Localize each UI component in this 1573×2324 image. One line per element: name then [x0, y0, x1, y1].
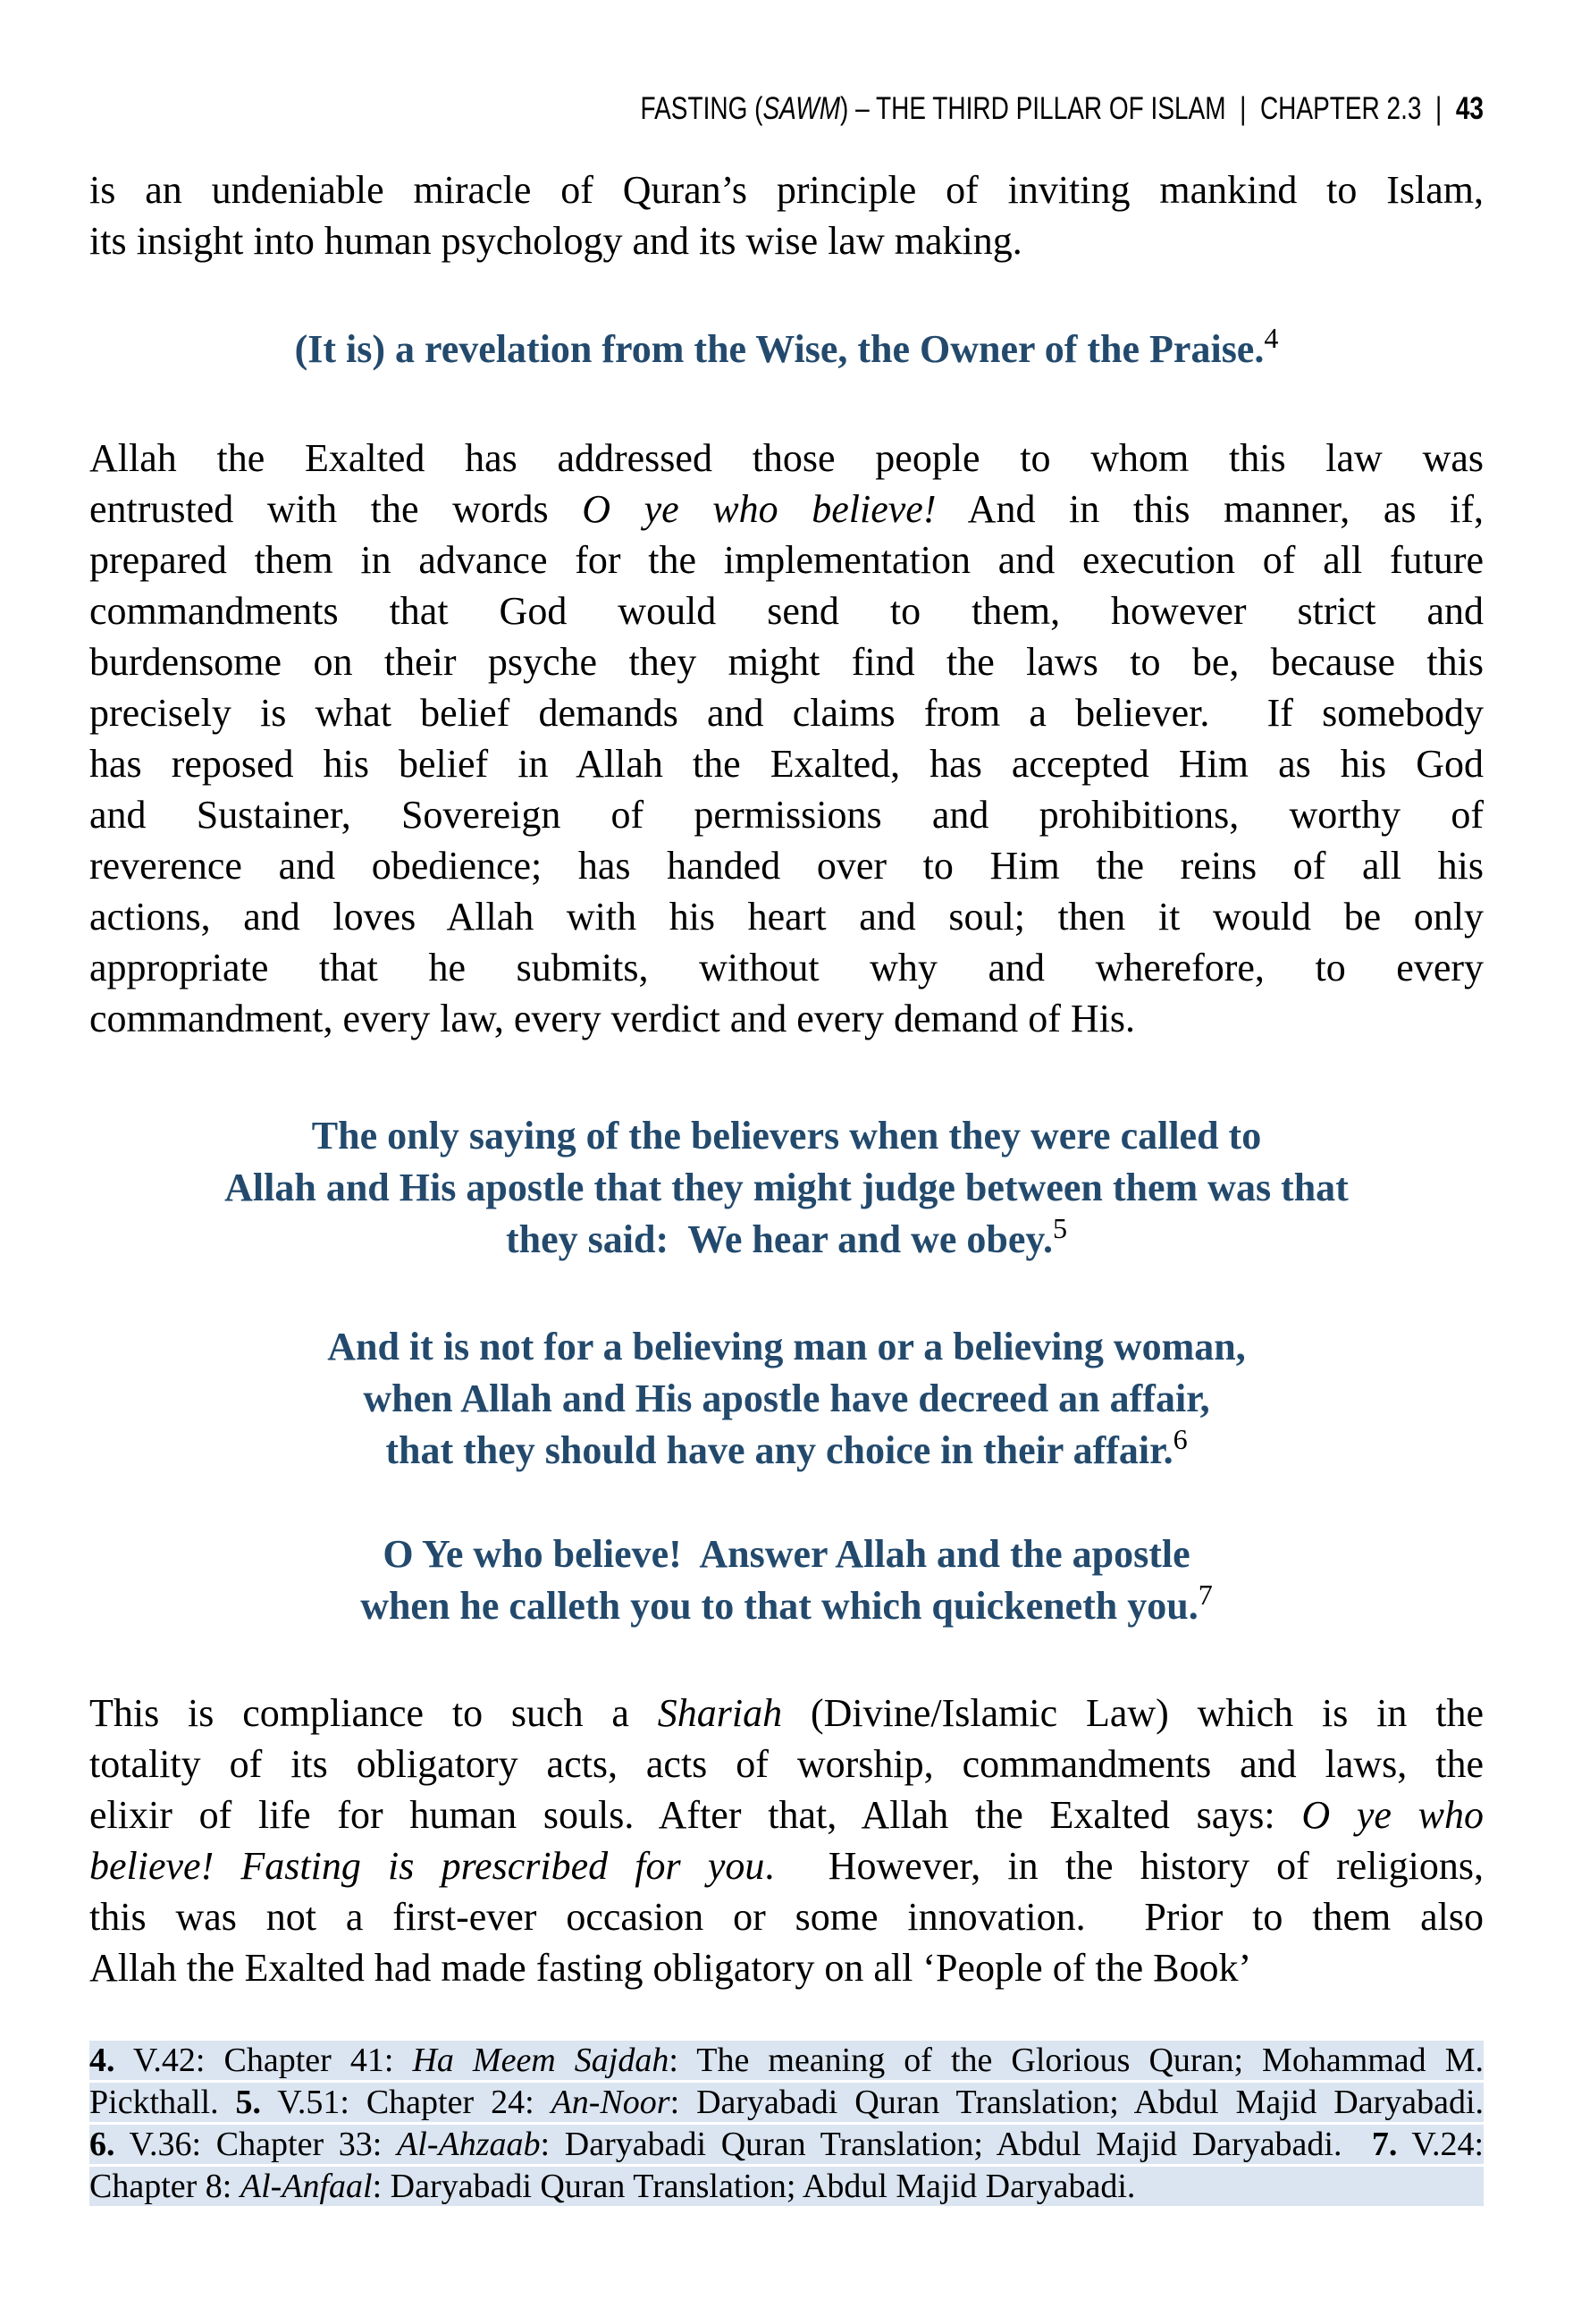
text-line [89, 891, 1484, 942]
text-segment: has reposed his belief in Allah the Exalted, has accepted Him as his God [89, 742, 1484, 786]
text-line [89, 1373, 1484, 1425]
text-segment: An-Noor [551, 2084, 670, 2121]
text-segment: . However, in the history of religions, [764, 1844, 1484, 1888]
text-line [89, 1162, 1484, 1214]
text-segment: actions, and loves Allah with his heart and soul; then it would be only [89, 895, 1484, 939]
footnotes-block [89, 2041, 1484, 2206]
text-segment: ) – THE THIRD PILLAR OF ISLAM [840, 91, 1226, 126]
text-segment: SAWM [762, 91, 841, 126]
text-line [89, 2083, 1484, 2122]
text-line [89, 687, 1484, 738]
quran-quote-5 [89, 1110, 1484, 1266]
text-segment: Al-Ahzaab [397, 2126, 541, 2163]
text-segment: totality of its obligatory acts, acts of worship, commandments and laws, the [89, 1742, 1484, 1786]
text-segment: this was not a first-ever occasion or some innovation. Prior to them also [89, 1895, 1484, 1939]
text-line [89, 1528, 1484, 1580]
text-segment: 4. [89, 2042, 115, 2079]
text-segment: they said: We hear and we obey. [505, 1217, 1053, 1261]
text-line [89, 1840, 1484, 1891]
body-paragraph-1 [89, 164, 1484, 266]
text-line [89, 636, 1484, 687]
text-line [89, 1688, 1484, 1739]
quran-quote-4 [89, 321, 1484, 375]
text-segment: Allah the Exalted has addressed those people to whom this law was [89, 436, 1484, 480]
text-line [89, 433, 1484, 484]
text-segment: : Daryabadi Quran Translation; Abdul Majid Daryabadi. [669, 2084, 1485, 2121]
text-line [89, 1891, 1484, 1942]
text-line [89, 321, 1484, 375]
text-line [89, 1211, 1484, 1266]
text-segment: O Ye who believe! Answer Allah and the apostle [383, 1532, 1190, 1576]
running-header [89, 91, 1484, 127]
text-segment: V.36: Chapter 33: [114, 2126, 398, 2163]
text-segment: This is compliance to such a [89, 1691, 658, 1735]
text-segment: The only saying of the believers when they were called to [311, 1114, 1262, 1158]
text-line [89, 535, 1484, 585]
text-segment: 7. [1371, 2126, 1398, 2163]
text-segment: precisely is what belief demands and claims from a believer. If somebody [89, 691, 1484, 735]
text-segment: 5. [235, 2084, 262, 2121]
text-line [89, 2167, 1484, 2206]
text-line [89, 1110, 1484, 1162]
text-segment: and Sustainer, Sovereign of permissions and prohibitions, worthy of [89, 793, 1484, 837]
text-segment: And it is not for a believing man or a believing woman, [327, 1325, 1246, 1368]
text-segment: is an undeniable miracle of Quran’s principle of inviting mankind to Islam, [89, 168, 1484, 212]
text-segment: that they should have any choice in their affair. [385, 1428, 1173, 1472]
quran-quote-6 [89, 1321, 1484, 1477]
text-line [89, 585, 1484, 636]
text-segment: prepared them in advance for the implementation and execution of all future [89, 538, 1484, 582]
text-segment: 7 [1198, 1578, 1213, 1611]
text-line [89, 1580, 1484, 1632]
text-segment: elixir of life for human souls. After that, Allah the Exalted says: [89, 1793, 1302, 1837]
text-segment: Ha Meem Sajdah [412, 2042, 669, 2079]
text-segment: FASTING ( [640, 91, 763, 126]
text-segment: 6. [89, 2126, 115, 2163]
text-line [89, 993, 1484, 1044]
text-segment: : Daryabadi Quran Translation; Abdul Majid Daryabadi. [540, 2126, 1372, 2163]
text-segment: V.51: Chapter 24: [261, 2084, 551, 2121]
text-segment: V.24: [1397, 2126, 1485, 2163]
text-segment: commandments that God would send to them, however strict and [89, 589, 1484, 633]
text-segment: 43 [1455, 91, 1484, 126]
text-segment: when he calleth you to that which quickeneth you. [360, 1584, 1199, 1628]
text-segment: (It is) a revelation from the Wise, the Owner of the Praise. [294, 327, 1265, 371]
text-segment: believe! Fasting is prescribed for you [89, 1844, 765, 1888]
text-segment: its insight into human psychology and its wise law making. [89, 219, 1022, 263]
text-line [89, 1789, 1484, 1840]
body-paragraph-3 [89, 1688, 1484, 1993]
text-segment: Al-Anfaal [240, 2168, 373, 2205]
text-segment: : The meaning of the Glorious Quran; Mohammad M. [669, 2042, 1485, 2079]
text-segment: Chapter 8: [89, 2168, 240, 2205]
text-segment: entrusted with the words [89, 487, 583, 531]
text-segment: Allah the Exalted had made fasting obligatory on all ‘People of the Book’ [89, 1946, 1252, 1990]
body-paragraph-2 [89, 433, 1484, 1044]
text-line [368, 91, 1484, 127]
text-line [89, 215, 1484, 266]
text-segment: V.42: Chapter 41: [114, 2042, 413, 2079]
text-line [89, 1739, 1484, 1789]
text-line [89, 738, 1484, 789]
text-segment: when Allah and His apostle have decreed an affair, [363, 1377, 1210, 1420]
text-segment: commandment, every law, every verdict and every demand of His. [89, 997, 1136, 1040]
quran-quote-7 [89, 1528, 1484, 1632]
text-line [89, 2125, 1484, 2164]
text-segment: appropriate that he submits, without why and wherefore, to every [89, 946, 1484, 989]
text-segment: Shariah [657, 1691, 783, 1735]
text-segment: O ye who [1301, 1793, 1484, 1837]
text-line [89, 1422, 1484, 1477]
text-segment: 6 [1173, 1422, 1188, 1455]
text-segment: O ye who believe! [582, 487, 937, 531]
text-segment: Allah and His apostle that they might judge between them was that [224, 1166, 1349, 1209]
text-line [89, 484, 1484, 535]
text-segment: : Daryabadi Quran Translation; Abdul Majid Daryabadi. [372, 2168, 1136, 2205]
text-line [89, 840, 1484, 891]
text-line [89, 1942, 1484, 1993]
text-segment: 5 [1052, 1211, 1068, 1244]
text-segment: And in this manner, as if, [936, 487, 1484, 531]
text-line [89, 789, 1484, 840]
text-line [89, 942, 1484, 993]
text-segment: burdensome on their psyche they might find the laws to be, because this [89, 640, 1484, 684]
text-line [89, 1321, 1484, 1373]
text-segment: (Divine/Islamic Law) which is in the [782, 1691, 1484, 1735]
text-line [89, 2041, 1484, 2080]
text-segment: Pickthall. [89, 2084, 236, 2121]
text-segment: reverence and obedience; has handed over to Him the reins of all his [89, 844, 1484, 888]
text-segment: | CHAPTER 2.3 | [1225, 91, 1456, 126]
text-segment: 4 [1264, 321, 1279, 354]
text-line [89, 164, 1484, 215]
